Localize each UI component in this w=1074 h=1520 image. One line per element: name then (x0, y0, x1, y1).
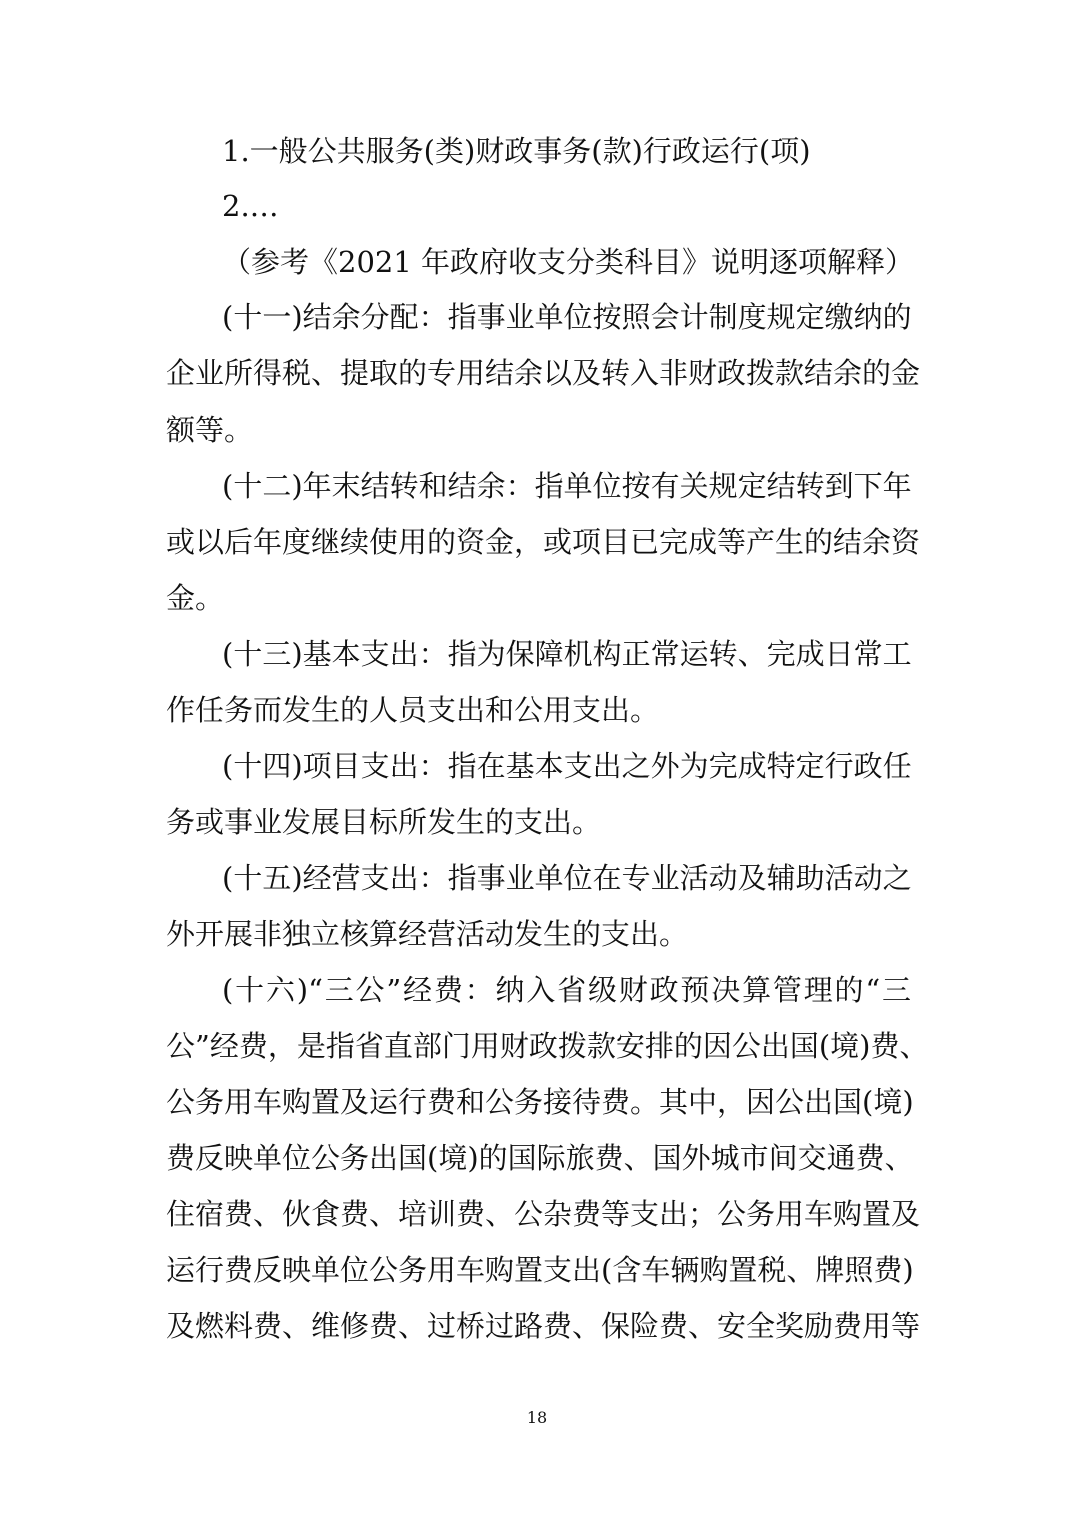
paragraph-line: 运行费反映单位公务用车购置支出(含车辆购置税、牌照费) (166, 1253, 914, 1287)
paragraph-line: 额等。 (166, 413, 254, 447)
paragraph-line: (十一)结余分配：指事业单位按照会计制度规定缴纳的 (222, 300, 912, 334)
paragraph-line: 及燃料费、维修费、过桥过路费、保险费、安全奖励费用等 (166, 1309, 921, 1343)
list-item-1: 1.一般公共服务(类)财政事务(款)行政运行(项) (222, 134, 811, 168)
paragraph-line: (十二)年末结转和结余：指单位按有关规定结转到下年 (222, 469, 912, 503)
paragraph-line: 费反映单位公务出国(境)的国际旅费、国外城市间交通费、 (166, 1141, 914, 1175)
paragraph-line: (十三)基本支出：指为保障机构正常运转、完成日常工 (222, 637, 912, 671)
paragraph-line: (十六)“三公”经费：纳入省级财政预决算管理的“三 (222, 973, 911, 1007)
paragraph-line: 务或事业发展目标所发生的支出。 (166, 805, 602, 839)
paragraph-line: 作任务而发生的人员支出和公用支出。 (166, 693, 660, 727)
paragraph-line: 住宿费、伙食费、培训费、公杂费等支出；公务用车购置及 (166, 1197, 921, 1231)
paragraph-line: (十四)项目支出：指在基本支出之外为完成特定行政任 (222, 749, 912, 783)
paragraph-line: 外开展非独立核算经营活动发生的支出。 (166, 917, 689, 951)
paragraph-line: 金。 (166, 581, 225, 615)
page-number: 18 (526, 1408, 548, 1427)
paragraph-line: 公”经费，是指省直部门用财政拨款安排的因公出国(境)费、 (166, 1029, 929, 1063)
paragraph-line: 企业所得税、提取的专用结余以及转入非财政拨款结余的金 (166, 356, 921, 390)
reference-note: （参考《2021 年政府收支分类科目》说明逐项解释） (222, 245, 915, 279)
paragraph-line: 或以后年度继续使用的资金，或项目已完成等产生的结余资 (166, 525, 921, 559)
list-item-2: 2.… (222, 189, 279, 223)
paragraph-line: 公务用车购置及运行费和公务接待费。其中，因公出国(境) (166, 1085, 914, 1119)
paragraph-line: (十五)经营支出：指事业单位在专业活动及辅助活动之 (222, 861, 912, 895)
